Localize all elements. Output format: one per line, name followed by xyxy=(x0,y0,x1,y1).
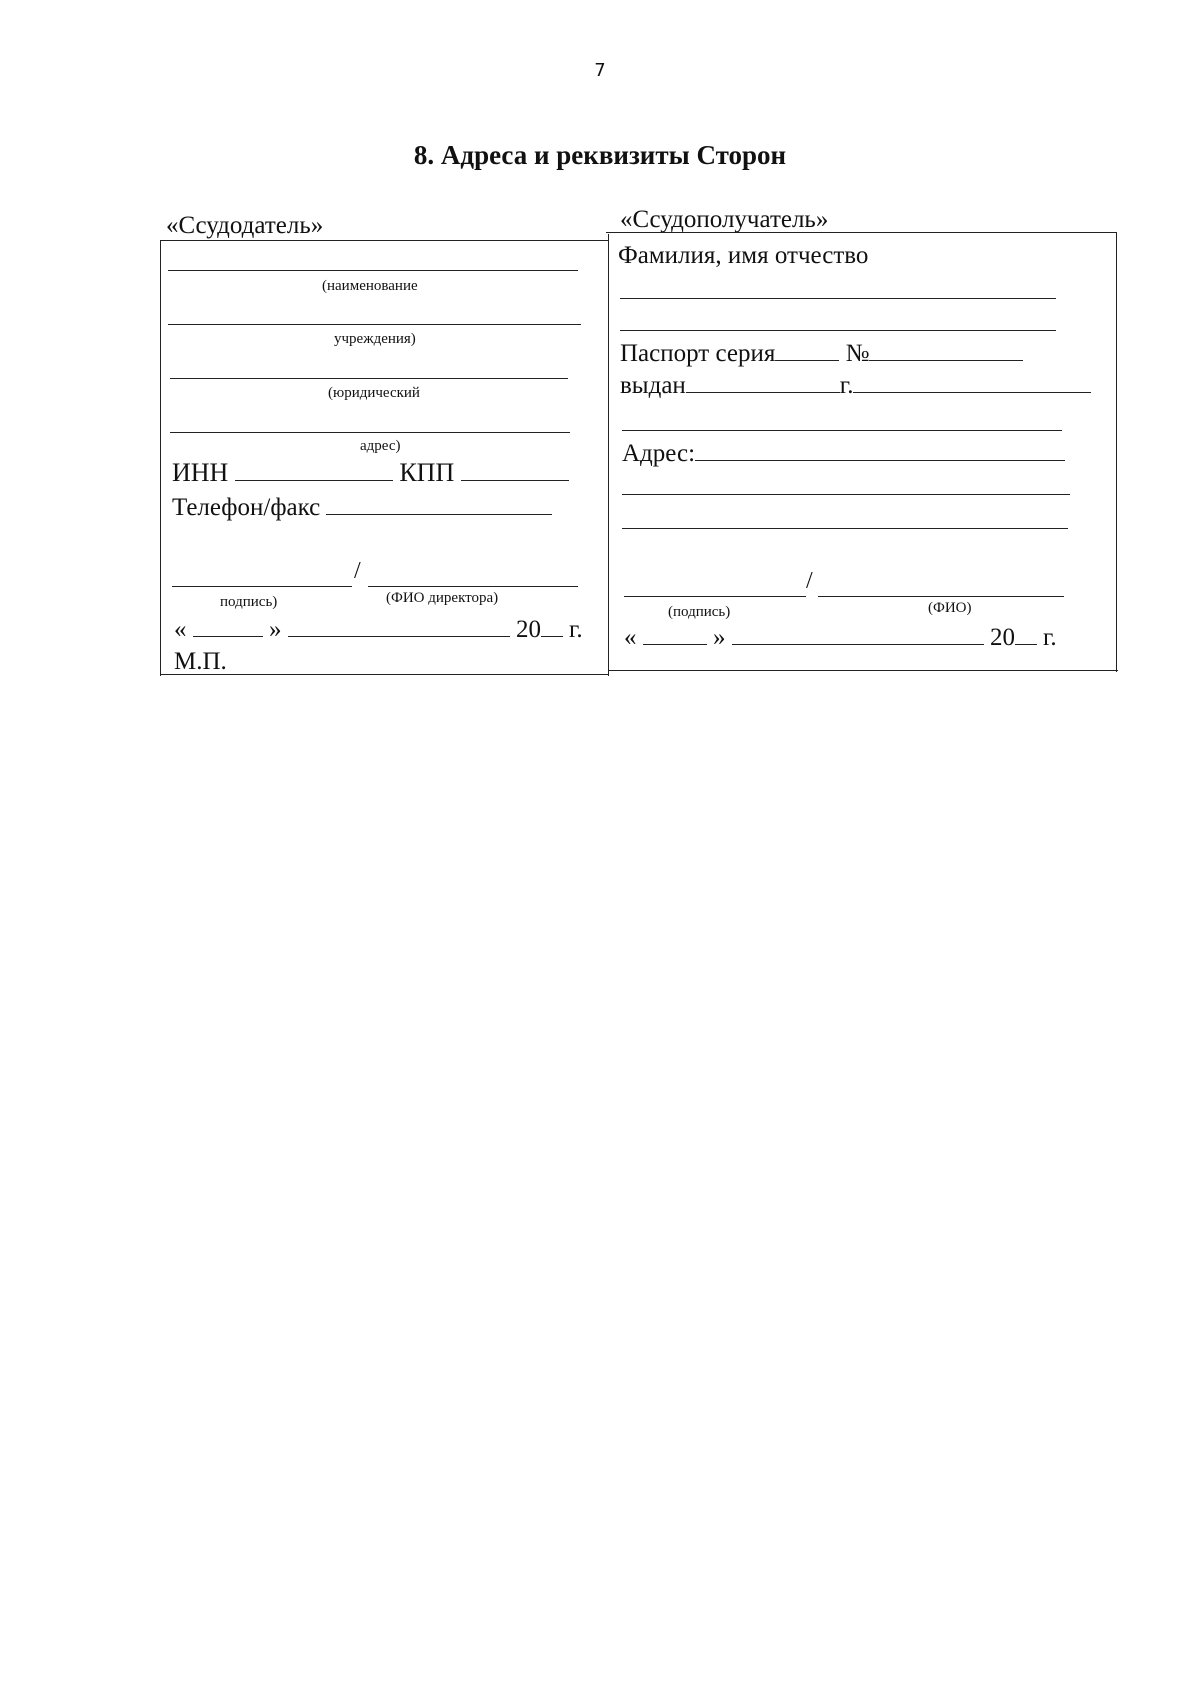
issued-year-suffix: г. xyxy=(839,372,854,399)
borrower-name-line-1 xyxy=(620,298,1056,299)
lender-signature-caption: подпись) xyxy=(220,594,278,610)
lender-name-line-1 xyxy=(168,270,578,271)
month-field[interactable] xyxy=(288,616,510,637)
kpp-field[interactable] xyxy=(461,460,569,481)
passport-series-label: Паспорт серия xyxy=(620,340,776,367)
phone-field[interactable] xyxy=(326,494,552,515)
lender-header: «Ссудодатель» xyxy=(166,212,324,239)
table-left-border xyxy=(160,240,161,676)
lender-name-caption-2: учреждения) xyxy=(334,331,416,347)
passport-number-field[interactable] xyxy=(869,340,1023,361)
borrower-year-prefix: 20 xyxy=(990,624,1015,651)
kpp-label: КПП xyxy=(399,458,455,487)
address-field[interactable] xyxy=(695,440,1065,461)
passport-number-label: № xyxy=(845,340,870,367)
lender-signature-slash: / xyxy=(354,558,361,584)
borrower-issued-line-2 xyxy=(622,430,1062,431)
date-close-quote: » xyxy=(269,616,282,643)
lender-name-line-2 xyxy=(168,324,581,325)
table-right-border xyxy=(1116,232,1117,672)
date-open-quote: « xyxy=(174,616,187,643)
phone-label: Телефон/факс xyxy=(172,494,321,521)
year-field[interactable] xyxy=(541,616,563,637)
table-bottom-right-border xyxy=(608,670,1118,671)
borrower-signature-caption: (подпись) xyxy=(668,604,731,620)
borrower-day-field[interactable] xyxy=(643,624,707,645)
lender-signature-line xyxy=(172,586,352,587)
table-top-left-border xyxy=(160,240,608,241)
year-suffix: г. xyxy=(569,616,583,643)
lender-address-caption-2: адрес) xyxy=(360,438,401,454)
borrower-fio-caption: (ФИО) xyxy=(928,600,972,616)
borrower-year-suffix: г. xyxy=(1043,624,1057,651)
borrower-address-row xyxy=(622,440,1065,468)
lender-inn-row xyxy=(172,458,569,488)
lender-address-line-1 xyxy=(170,378,568,379)
borrower-address-line-2 xyxy=(622,494,1070,495)
borrower-header: «Ссудополучатель» xyxy=(620,206,829,233)
issued-date-field[interactable] xyxy=(853,372,1091,393)
issued-by-field[interactable] xyxy=(686,372,840,393)
borrower-name-line-2 xyxy=(620,330,1056,331)
borrower-month-field[interactable] xyxy=(732,624,984,645)
borrower-date-open-quote: « xyxy=(624,624,637,651)
table-top-right-border xyxy=(606,232,1117,233)
lender-phone-row xyxy=(172,494,552,522)
borrower-signature-slash: / xyxy=(806,568,813,594)
borrower-passport-row xyxy=(620,340,1023,368)
borrower-full-name-label: Фамилия, имя отчество xyxy=(618,242,869,269)
borrower-year-field[interactable] xyxy=(1015,624,1037,645)
lender-director-caption: (ФИО директора) xyxy=(386,590,499,606)
passport-series-field[interactable] xyxy=(775,340,839,361)
inn-label: ИНН xyxy=(172,458,229,487)
lender-name-caption-1: (наименование xyxy=(322,278,418,294)
inn-field[interactable] xyxy=(235,460,393,481)
day-field[interactable] xyxy=(193,616,263,637)
borrower-issued-row xyxy=(620,372,1091,400)
issued-label: выдан xyxy=(620,372,686,399)
lender-address-caption-1: (юридический xyxy=(328,385,420,401)
borrower-date-row xyxy=(624,624,1057,652)
lender-date-row xyxy=(174,616,583,644)
lender-director-line xyxy=(368,586,578,587)
borrower-address-line-3 xyxy=(622,528,1068,529)
lender-stamp: М.П. xyxy=(174,648,227,675)
table-middle-border xyxy=(608,234,609,676)
year-prefix: 20 xyxy=(516,616,541,643)
page-number: 7 xyxy=(594,60,606,81)
borrower-signature-line xyxy=(624,596,806,597)
borrower-fio-line xyxy=(818,596,1064,597)
lender-address-line-2 xyxy=(170,432,570,433)
section-title: 8. Адреса и реквизиты Сторон xyxy=(413,140,787,170)
borrower-date-close-quote: » xyxy=(713,624,726,651)
table-bottom-left-border xyxy=(160,674,608,675)
address-label: Адрес: xyxy=(622,440,696,467)
